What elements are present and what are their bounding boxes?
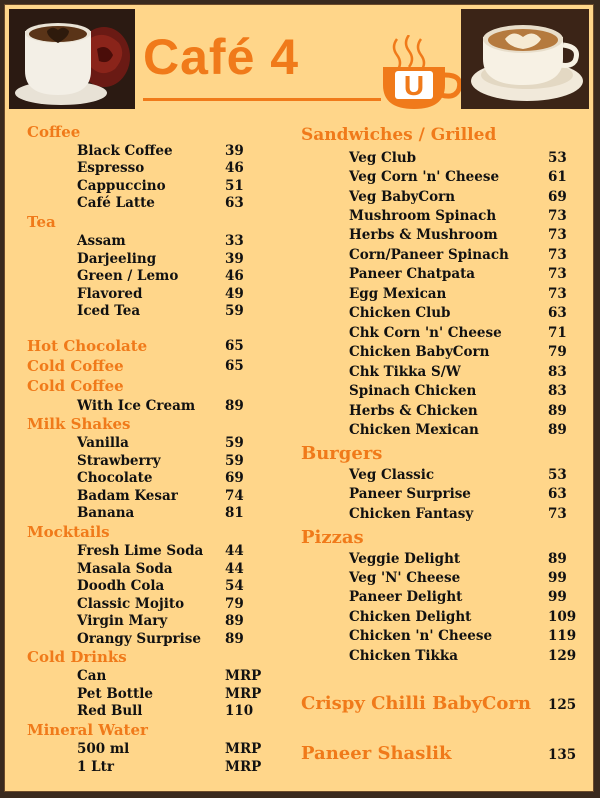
menu-item-name: Veg Classic [349,467,435,483]
menu-item-price: 49 [225,286,244,302]
menu-item-price: 63 [225,195,244,211]
menu-item-price: 54 [225,578,244,594]
logo-underline [143,98,381,101]
menu-item-price: 44 [225,561,244,577]
category-cold-drinks: Cold Drinks [27,648,127,666]
category-cold-coffee-ice-cream: Cold Coffee [27,377,124,395]
menu-item-price: 59 [225,303,244,319]
menu-item-name: Chicken Delight [349,609,472,625]
menu-item-name: Paneer Chatpata [349,266,476,282]
menu-item-name: Pet Bottle [77,686,153,702]
menu-item-price: 79 [225,596,244,612]
menu-item-price: 39 [225,251,244,267]
menu-item-name: Spinach Chicken [349,383,477,399]
menu-item-name: Egg Mexican [349,286,447,302]
menu-item-name: Veg 'N' Cheese [349,570,461,586]
menu-item-name: With Ice Cream [77,398,196,414]
category-burgers: Burgers [301,443,383,464]
menu-item-price: 109 [548,609,577,625]
menu-item-name: Veg Club [349,150,417,166]
menu-item-name: Mushroom Spinach [349,208,497,224]
menu-item-price: 39 [225,143,244,159]
menu-item-price: 59 [225,453,244,469]
menu-item-price: 63 [548,486,567,502]
menu-item-price: 53 [548,150,567,166]
menu-item-price: 69 [225,470,244,486]
menu-item-price: 129 [548,648,577,664]
menu-item-name: Strawberry [77,453,161,469]
category-mocktails: Mocktails [27,523,110,541]
menu-page [4,4,594,792]
menu-item-price: 135 [548,747,577,763]
menu-item-name: Paneer Surprise [349,486,471,502]
menu-item-price: 73 [548,208,567,224]
menu-item-price: 46 [225,160,244,176]
category-tea: Tea [27,213,56,231]
menu-item-name: Herbs & Mushroom [349,227,498,243]
menu-item-name: Chicken 'n' Cheese [349,628,493,644]
coffee-heart-photo [9,9,135,109]
menu-item-price: 83 [548,383,567,399]
menu-item-name: Assam [77,233,126,249]
menu-item-name: Black Coffee [77,143,173,159]
menu-item-price: MRP [225,741,262,757]
category-coffee: Coffee [27,123,81,141]
menu-item-price: 79 [548,344,567,360]
cup-letter: U [403,70,425,101]
menu-item-price: 74 [225,488,244,504]
category-paneer-shaslik: Paneer Shaslik [301,743,452,764]
menu-item-price: 71 [548,325,567,341]
category-crispy-chilli-babycorn: Crispy Chilli BabyCorn [301,693,531,714]
menu-item-price: 83 [548,364,567,380]
menu-item-name: Chicken Club [349,305,451,321]
category-cold-coffee: Cold Coffee [27,357,124,375]
menu-item-price: 110 [225,703,254,719]
menu-item-price: 89 [225,398,244,414]
cafe-logo-text: Café 4 [143,29,300,85]
menu-item-name: Vanilla [77,435,129,451]
menu-item-name: Green / Lemo [77,268,179,284]
menu-item-name: Café Latte [77,195,155,211]
menu-item-name: Chicken Mexican [349,422,479,438]
menu-item-name: Orangy Surprise [77,631,201,647]
menu-item-name: 1 Ltr [77,759,114,775]
menu-item-price: 73 [548,506,567,522]
menu-item-name: Chicken BabyCorn [349,344,490,360]
menu-item-name: Virgin Mary [77,613,168,629]
menu-item-price: 73 [548,286,567,302]
menu-item-name: Chk Tikka S/W [349,364,461,380]
menu-item-price: 33 [225,233,244,249]
menu-item-price: MRP [225,759,262,775]
menu-item-name: Espresso [77,160,145,176]
menu-item-name: Masala Soda [77,561,173,577]
menu-item-name: Corn/Paneer Spinach [349,247,509,263]
menu-item-name: Chicken Tikka [349,648,458,664]
menu-item-price: 53 [548,467,567,483]
menu-item-name: Darjeeling [77,251,157,267]
menu-item-name: Classic Mojito [77,596,185,612]
menu-item-price: 65 [225,358,244,374]
menu-item-price: 89 [548,551,567,567]
menu-item-price: 119 [548,628,577,644]
menu-item-name: Red Bull [77,703,143,719]
menu-item-name: Veggie Delight [349,551,461,567]
menu-item-name: Veg BabyCorn [349,189,456,205]
menu-item-name: 500 ml [77,741,130,757]
menu-item-name: Herbs & Chicken [349,403,478,419]
menu-item-price: 73 [548,247,567,263]
menu-item-name: Chk Corn 'n' Cheese [349,325,502,341]
logo-cup-icon [379,35,469,111]
menu-item-price: 99 [548,570,567,586]
category-pizzas: Pizzas [301,527,364,548]
menu-item-name: Veg Corn 'n' Cheese [349,169,500,185]
menu-item-price: MRP [225,668,262,684]
menu-item-name: Chicken Fantasy [349,506,474,522]
menu-item-price: 73 [548,266,567,282]
menu-item-name: Chocolate [77,470,153,486]
menu-item-price: 44 [225,543,244,559]
menu-item-name: Paneer Delight [349,589,463,605]
category-hot-chocolate: Hot Chocolate [27,337,148,355]
menu-item-name: Can [77,668,107,684]
menu-item-price: 46 [225,268,244,284]
category-sandwiches: Sandwiches / Grilled [301,125,497,145]
menu-item-price: 65 [225,338,244,354]
menu-item-name: Banana [77,505,135,521]
menu-item-price: 81 [225,505,244,521]
menu-item-name: Fresh Lime Soda [77,543,204,559]
menu-item-price: 51 [225,178,244,194]
menu-item-price: 99 [548,589,567,605]
menu-item-price: 61 [548,169,567,185]
category-mineral-water: Mineral Water [27,721,148,739]
menu-item-name: Flavored [77,286,143,302]
menu-item-price: 89 [225,613,244,629]
menu-item-price: 89 [225,631,244,647]
menu-item-price: 73 [548,227,567,243]
menu-item-price: 125 [548,697,577,713]
menu-item-name: Iced Tea [77,303,141,319]
category-milk-shakes: Milk Shakes [27,415,131,433]
menu-item-name: Badam Kesar [77,488,178,504]
menu-item-price: 89 [548,422,567,438]
menu-item-price: 89 [548,403,567,419]
menu-item-name: Doodh Cola [77,578,165,594]
menu-header [5,5,594,109]
latte-photo [461,9,589,109]
menu-item-price: 69 [548,189,567,205]
menu-item-price: MRP [225,686,262,702]
menu-item-price: 63 [548,305,567,321]
menu-item-name: Cappuccino [77,178,166,194]
menu-item-price: 59 [225,435,244,451]
